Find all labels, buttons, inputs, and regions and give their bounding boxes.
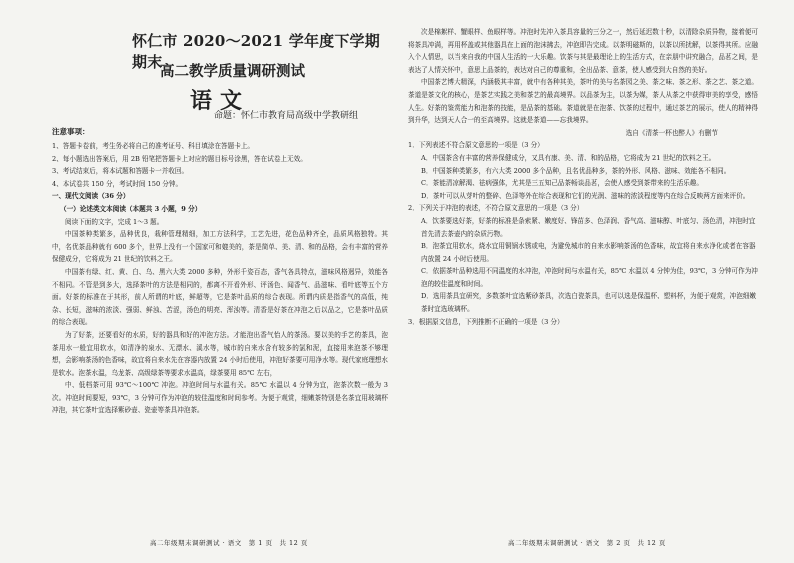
exam-title-line1: 怀仁市 2020～2021 学年度下学期期末 (132, 32, 380, 71)
question-stem: 1．下列表述不符合原文意思的一项是（3 分） (408, 141, 544, 150)
notice-list (52, 140, 388, 417)
exam-subject: 语文 (190, 88, 251, 114)
question-option: B．泡茶宜用软水，烧水宜用铜锅水锈或电，为避免城市的自来水影响茶汤的色香味，故宜将自来水净化或者在容器内放置 24 小时后使用。 (421, 242, 756, 263)
question-option: D．茶叶可以从芽叶的整碎、色泽等外在综合表现和它们的光润、滋味的浓淡程度等内在综合反映两方面来评价。 (421, 191, 750, 200)
question-option: C．茶能清凉解渴、祛病强体，尤其是三五知己品茶畅谈品茗，会使人感受到茶带来的生活乐趣。 (421, 179, 703, 188)
notice-item: 4、本试卷共 150 分，考试时间 150 分钟。 (52, 179, 183, 188)
passage-paragraph: 中国茶艺博大精深，内涵极其丰富，就中有各种其美，茶叶的美与名茶园之美、茶之味、茶之形、茶之艺、茶之道。茶道是茶文化的核心，是茶艺实践之美和茶艺的最高境界。以品茶为主，以茶为媒，茶人从茶之中获得审美的享受，感悟人生。好茶的鉴赏能力和泡茶的技能，是品茶的基础。茶道就是在泡茶、饮茶的过程中，通过茶艺的展示，使人的精神得到升华，达到天人合一的至高境界。这就是茶道——忘我境界。 (408, 78, 758, 125)
question-option: B．中国茶种类繁多，有六大类 2000 多个品种，且名优品种多，茶的外形、风格、滋味、效能各不相同。 (421, 166, 731, 175)
question-stem: 3．根据原文信息，下列推断不正确的一项是（3 分） (408, 317, 564, 326)
notice-heading: 注意事项： (52, 127, 90, 136)
question-option: C．依据茶叶品种选用不同温度的水冲泡，冲泡时间与水温有关，85℃ 水温以 4 分钟为佳，93℃，3 分钟可作为冲泡的较佳温度和时间。 (421, 267, 758, 288)
passage-source: 选自《清茶一杯也醉人》有删节 (625, 128, 718, 137)
footer-right: 高二年级期末调研测试 · 语文 第 2 页 共 12 页 (508, 539, 666, 547)
passage-continued (408, 26, 758, 328)
passage-paragraph: 中国茶有绿、红、黄、白、乌、黑六大类 2000 多种，外形千姿百态，香气各具特点，滋味风格迥异，效能各不相同。不管是到多大，选择茶叶的方法是相同的，都离不开看外形、评汤色、闻香气、品滋味、看叶底等五个方面。好茶的标准在于其形，前人所谓的叶底，鲜超等，它是茶叶品质的综合表现。所谓内质是指香气的高低，纯杂、长短，滋味的浓淡、强弱、鲜浊、苦涩，汤色的明亮、浑浊等。清香是好茶在冲泡之后以品之，它是茶叶品质的综合表现。 (52, 267, 388, 327)
passage-paragraph: 中国茶种类繁多，品种优良，栽种管理精细，加工方法科学，工艺先进，花色品种齐全，品质风格独特。其中，名优茶品种就有 600 多个，世界上没有一个国家可和媲美的，茶是简单、美、清、和的品格，会有丰富的营养保健成分，它将成为 21 世纪的饮料之王。 (52, 230, 388, 264)
passage-paragraph: 次是棉絮样、蟹眼样、鱼眼样等。冲泡时先冲入茶具容量的三分之一，然后延迟数十秒，以清除杂质异物，接着便可将茶具冲满，再用杯盖或其他器具在上面的泡沫拂去，冲泡即告完成。以茶明磁斯的，以茶以所扰解，以茶得其所。应融入个人情思，以当来自我的中国人生活的一大乐趣。饮茶与其是最理论上的生活方式，在亲朋中讲究融合，品茗之间，是表达了人情关怀中，意思上品茶的，表达对自己的尊重和，全出品茶、意茶，使人感受到大自然的美好。 (408, 28, 758, 74)
question-option: A．饮茶要选好茶，好茶的标准是条索紧、嫩度好、锋苗多、色泽润、香气高、滋味醇、叶底匀、汤色清，冲泡时宜首先清去茶壶内的杂质污物。 (421, 216, 756, 238)
question-option: D．选用茶具宜研究，多数茶叶宜选紫砂茶具，次选白瓷茶具，也可以选是保温杯、塑料杯，为便于观赏，冲泡细嫩茶时宜选玻璃杯。 (421, 292, 756, 314)
notice-item: 3、考试结束后，将本试题和答题卡一并收回。 (52, 167, 189, 176)
subsection-title: （一）论述类文本阅读（本题共 3 小题，9 分） (60, 204, 202, 213)
footer-left: 高二年级期末调研测试 · 语文 第 1 页 共 12 页 (150, 539, 308, 547)
notice-item: 1、答题卡卷前，考生务必将自己的准考证号、科目填涂在答题卡上。 (52, 142, 255, 150)
passage-paragraph: 为了好茶，还要看好的水质，好的器具和好的冲泡方法。才能泡出香气怡人的茶汤。要以美的手艺的茶具，泡茶用水一般宜用软水，如清净的泉水、无漂水、溪水等，城市的自来水含有较多的氯和泥，直接用来泡茶不够理想，会影响茶汤的色香味，故宜将自来水先在容器内放置 24 小时后使用，冲泡好茶要可用净水等。现代家庭理想水是软水。泡茶水温，乌龙茶、高级绿茶等要求水温高，绿茶要用 85℃ 左右， (52, 330, 388, 377)
question-option: A．中国茶含有丰富的营养保健成分，又具有康、美、清、和的品格，它将成为 21 世纪的饮料之王。 (421, 153, 716, 162)
exam-title-line2: 高二教学质量调研测试 (160, 63, 305, 80)
section-title: 一、现代文阅读（36 分） (52, 192, 130, 201)
reading-instruction: 阅读下面的文字，完成 1～3 题。 (65, 217, 164, 226)
passage-paragraph: 中、低档茶可用 93℃～100℃ 冲泡。冲泡时间与水温有关。85℃ 水温以 4 分钟为宜，泡茶次数一般为 3 次。冲泡时间要短，93℃，3 分钟可作为冲泡的较佳温度和时间参考。为便于观赏，细嫩茶特别是名茶宜用玻璃杯冲泡，其它茶叶宜选择紫砂壶、瓷壶等茶具冲泡茶。 (52, 381, 388, 415)
page-right (408, 22, 758, 537)
notice-item: 2、每小题选出答案后，用 2B 铅笔把答题卡上对应的题目标号涂黑，答在试卷上无效。 (52, 154, 307, 163)
question-stem: 2．下列关于冲泡的表述，不符合原文意思的一项是（3 分） (408, 204, 584, 213)
page-left (52, 22, 388, 537)
exam-author: 命题：怀仁市教育局高级中学教研组 (214, 111, 359, 121)
